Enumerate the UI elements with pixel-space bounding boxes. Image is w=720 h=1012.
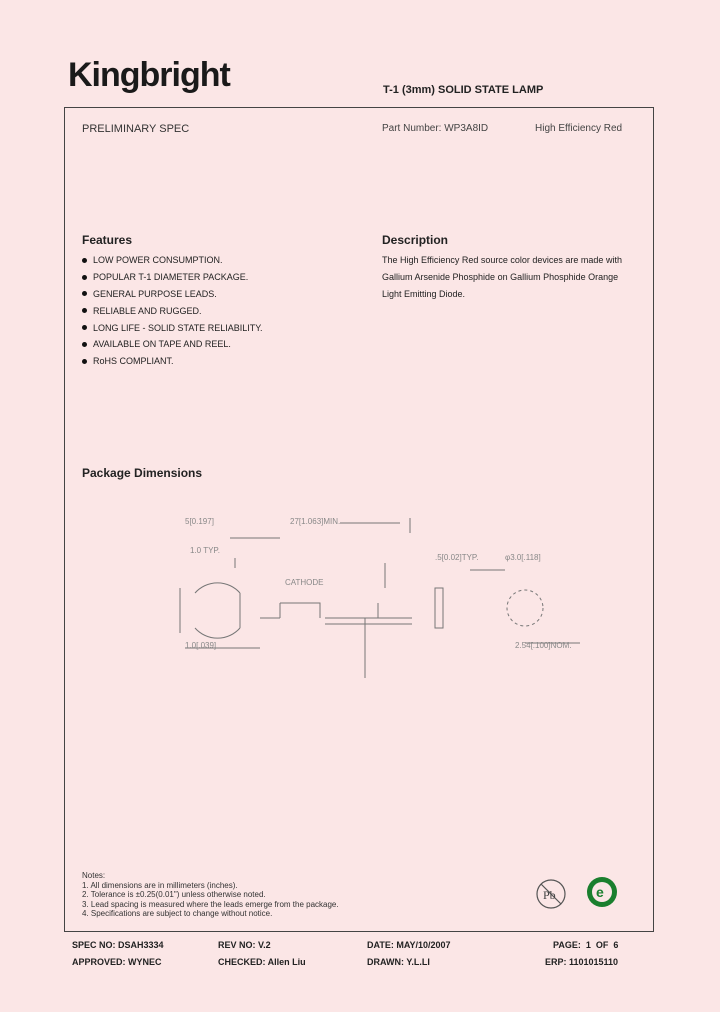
note-line: 1. All dimensions are in millimeters (inches). bbox=[82, 880, 238, 890]
dimension-label: 5[0.197] bbox=[185, 517, 214, 526]
description-text bbox=[382, 252, 652, 303]
notes-block bbox=[82, 871, 339, 919]
feature-item: RoHS COMPLIANT. bbox=[82, 353, 263, 370]
dimension-label: .5[0.02]TYP. bbox=[435, 553, 479, 562]
bullet-icon bbox=[82, 359, 87, 364]
description-heading: Description bbox=[382, 233, 449, 247]
approved-by: APPROVED: WYNEC bbox=[72, 957, 162, 967]
feature-item: LOW POWER CONSUMPTION. bbox=[82, 252, 263, 269]
note-line: 4. Specifications are subject to change without notice. bbox=[82, 909, 273, 919]
feature-item: LONG LIFE - SOLID STATE RELIABILITY. bbox=[82, 319, 263, 336]
note-line: 3. Lead spacing is measured where the leads emerge from the package. bbox=[82, 899, 339, 909]
feature-item: POPULAR T-1 DIAMETER PACKAGE. bbox=[82, 269, 263, 286]
feature-item: AVAILABLE ON TAPE AND REEL. bbox=[82, 336, 263, 353]
features-list bbox=[82, 252, 263, 370]
dimension-label: 1.0[.039] bbox=[185, 641, 217, 650]
lead-free-icon bbox=[533, 876, 569, 912]
document-title: T-1 (3mm) SOLID STATE LAMP bbox=[383, 84, 544, 96]
dimension-label: 1.0 TYP. bbox=[190, 546, 220, 555]
feature-item: RELIABLE AND RUGGED. bbox=[82, 302, 263, 319]
bullet-icon bbox=[82, 258, 87, 263]
lens-outline bbox=[195, 583, 240, 593]
drawn-by: DRAWN: Y.L.LI bbox=[367, 957, 430, 967]
checked-by: CHECKED: Allen Liu bbox=[218, 957, 306, 967]
revision-number: REV NO: V.2 bbox=[218, 940, 271, 950]
package-dimensions-heading: Package Dimensions bbox=[82, 466, 203, 480]
brand-logo: Kingbright bbox=[68, 56, 230, 94]
bullet-icon bbox=[82, 275, 87, 280]
bullet-icon bbox=[82, 308, 87, 313]
svg-text:e: e bbox=[596, 884, 604, 900]
part-number: Part Number: WP3A8ID bbox=[382, 123, 489, 134]
erp-number: ERP: 1101015110 bbox=[545, 957, 619, 967]
bullet-icon bbox=[82, 325, 87, 330]
bullet-icon bbox=[82, 342, 87, 347]
spec-date: DATE: MAY/10/2007 bbox=[367, 940, 451, 950]
description-line: Light Emitting Diode. bbox=[382, 289, 466, 299]
feature-item: GENERAL PURPOSE LEADS. bbox=[82, 286, 263, 303]
description-line: The High Efficiency Red source color devices are made with bbox=[382, 255, 622, 265]
svg-text:Pb: Pb bbox=[543, 888, 556, 902]
emitting-color: High Efficiency Red bbox=[535, 123, 623, 134]
package-drawing bbox=[140, 508, 580, 688]
lens-outline bbox=[195, 628, 240, 638]
features-heading: Features bbox=[82, 233, 133, 247]
dimension-label: 2.54[.100]NOM. bbox=[515, 641, 572, 650]
rohs-eco-icon bbox=[584, 874, 620, 910]
dimension-label: φ3.0[.118] bbox=[505, 553, 541, 562]
note-line: 2. Tolerance is ±0.25(0.01") unless otherwise noted. bbox=[82, 890, 266, 900]
dimension-label: 27[1.063]MIN. bbox=[290, 517, 341, 526]
preliminary-label: PRELIMINARY SPEC bbox=[82, 123, 190, 135]
description-line: Gallium Arsenide Phosphide on Gallium Phosphide Orange bbox=[382, 272, 619, 282]
dimension-label: CATHODE bbox=[285, 578, 324, 587]
note-line: Notes: bbox=[82, 871, 106, 880]
page-number: PAGE: 1 OF 6 bbox=[553, 940, 619, 950]
spec-number: SPEC NO: DSAH3334 bbox=[72, 940, 164, 950]
bullet-icon bbox=[82, 291, 87, 296]
